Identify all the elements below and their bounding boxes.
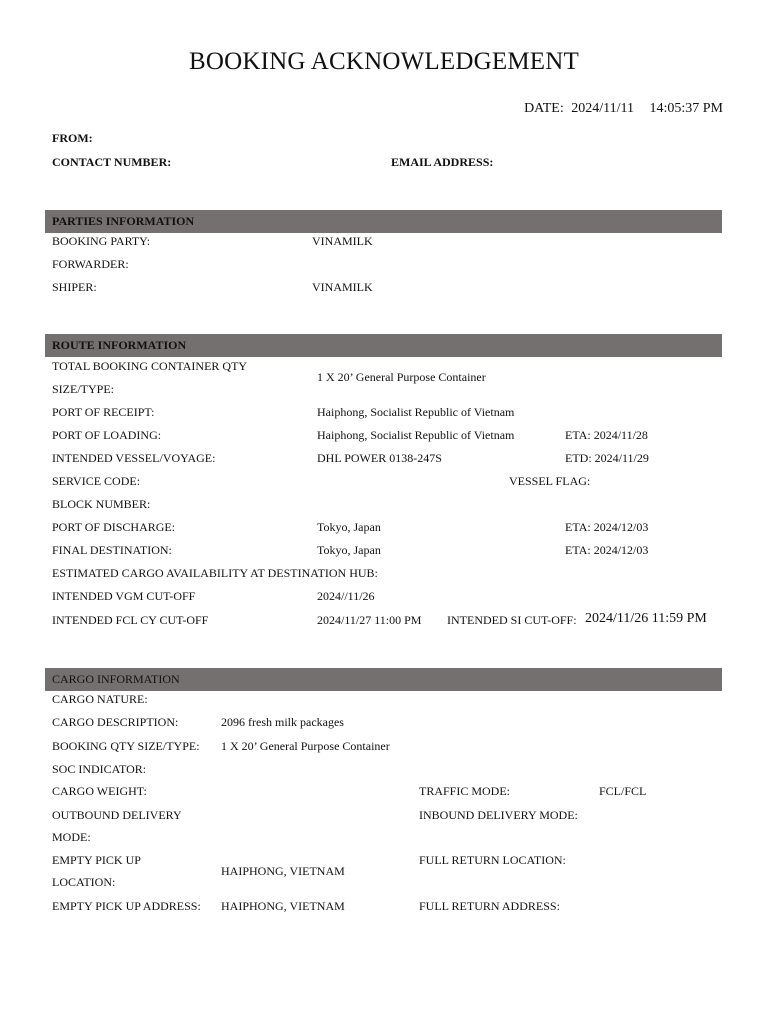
shipper-value: VINAMILK — [312, 280, 373, 294]
cargo-weight-label: CARGO WEIGHT: — [52, 784, 147, 798]
cargo-availability-label: ESTIMATED CARGO AVAILABILITY AT DESTINATION HUB: — [52, 566, 378, 580]
container-qty-label-line1: TOTAL BOOKING CONTAINER QTY — [52, 359, 248, 373]
service-code-label: SERVICE CODE: — [52, 474, 141, 488]
fcl-cy-cutoff-value: 2024/11/27 11:00 PM — [317, 613, 422, 627]
port-of-discharge-eta: ETA: 2024/12/03 — [565, 520, 649, 534]
intended-vessel-etd: ETD: 2024/11/29 — [565, 451, 649, 465]
cargo-section-header — [45, 668, 722, 691]
intended-vessel-value: DHL POWER 0138-247S — [317, 451, 442, 465]
port-of-loading-label: PORT OF LOADING: — [52, 428, 162, 442]
contact-number-label: CONTACT NUMBER: — [52, 155, 172, 169]
route-heading: ROUTE INFORMATION — [52, 338, 187, 352]
fcl-cy-cutoff-label: INTENDED FCL CY CUT-OFF — [52, 613, 209, 627]
parties-section-header — [45, 210, 722, 233]
si-cutoff-value: 2024/11/26 11:59 PM — [585, 611, 707, 626]
port-of-loading-eta: ETA: 2024/11/28 — [565, 428, 648, 442]
block-number-label: BLOCK NUMBER: — [52, 497, 151, 511]
cargo-heading: CARGO INFORMATION — [52, 672, 180, 686]
container-qty-value: 1 X 20’ General Purpose Container — [317, 370, 486, 384]
port-of-receipt-value: Haiphong, Socialist Republic of Vietnam — [317, 405, 515, 419]
empty-pickup-location-label-line1: EMPTY PICK UP — [52, 853, 141, 867]
vessel-flag-label: VESSEL FLAG: — [509, 474, 591, 488]
empty-pickup-address-value: HAIPHONG, VIETNAM — [221, 899, 345, 913]
from-label: FROM: — [52, 131, 93, 145]
booking-qty-label: BOOKING QTY SIZE/TYPE: — [52, 739, 200, 753]
si-cutoff-label: INTENDED SI CUT-OFF: — [447, 613, 577, 627]
cargo-description-label: CARGO DESCRIPTION: — [52, 715, 179, 729]
cargo-nature-label: CARGO NATURE: — [52, 692, 148, 706]
date-label: DATE: — [524, 101, 564, 116]
inbound-delivery-label: INBOUND DELIVERY MODE: — [419, 808, 578, 822]
document-title: BOOKING ACKNOWLEDGEMENT — [189, 48, 579, 75]
traffic-mode-label: TRAFFIC MODE: — [419, 784, 511, 798]
date-day: 2024/11/11 — [571, 101, 634, 116]
forwarder-label: FORWARDER: — [52, 257, 129, 271]
full-return-address-label: FULL RETURN ADDRESS: — [419, 899, 560, 913]
cargo-description-value: 2096 fresh milk packages — [221, 715, 344, 729]
empty-pickup-location-value: HAIPHONG, VIETNAM — [221, 864, 345, 878]
parties-heading: PARTIES INFORMATION — [52, 214, 195, 228]
empty-pickup-address-label: EMPTY PICK UP ADDRESS: — [52, 899, 201, 913]
port-of-discharge-value: Tokyo, Japan — [317, 520, 381, 534]
email-address-label: EMAIL ADDRESS: — [391, 155, 494, 169]
outbound-delivery-label-line2: MODE: — [52, 830, 91, 844]
empty-pickup-location-label-line2: LOCATION: — [52, 875, 116, 889]
booking-qty-value: 1 X 20’ General Purpose Container — [221, 739, 390, 753]
outbound-delivery-label-line1: OUTBOUND DELIVERY — [52, 808, 182, 822]
port-of-discharge-label: PORT OF DISCHARGE: — [52, 520, 176, 534]
vgm-cutoff-value: 2024//11/26 — [317, 589, 375, 603]
route-section-header — [45, 334, 722, 357]
final-destination-eta: ETA: 2024/12/03 — [565, 543, 649, 557]
booking-party-label: BOOKING PARTY: — [52, 234, 151, 248]
container-qty-label-line2: SIZE/TYPE: — [52, 382, 114, 396]
document-date — [524, 101, 723, 117]
date-time: 14:05:37 PM — [649, 101, 723, 116]
full-return-location-label: FULL RETURN LOCATION: — [419, 853, 566, 867]
final-destination-value: Tokyo, Japan — [317, 543, 381, 557]
vgm-cutoff-label: INTENDED VGM CUT-OFF — [52, 589, 196, 603]
soc-indicator-label: SOC INDICATOR: — [52, 762, 147, 776]
shipper-label: SHIPER: — [52, 280, 97, 294]
booking-party-value: VINAMILK — [312, 234, 373, 248]
traffic-mode-value: FCL/FCL — [599, 784, 647, 798]
port-of-loading-value: Haiphong, Socialist Republic of Vietnam — [317, 428, 515, 442]
intended-vessel-label: INTENDED VESSEL/VOYAGE: — [52, 451, 216, 465]
port-of-receipt-label: PORT OF RECEIPT: — [52, 405, 155, 419]
final-destination-label: FINAL DESTINATION: — [52, 543, 172, 557]
